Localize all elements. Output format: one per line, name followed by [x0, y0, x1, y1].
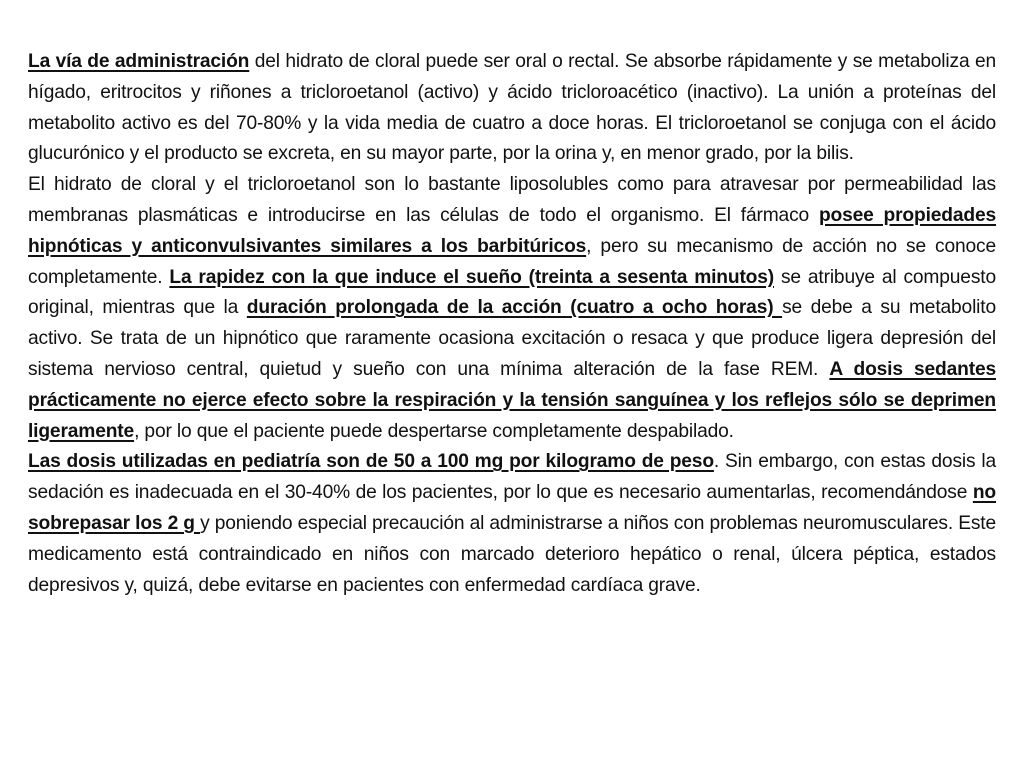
body-text: del hidrato de cloral puede ser oral o rectal. Se absorbe rápidamente y se metaboliza en hígado, eritrocitos y riñones a tricloroetanol (activo) y ácido tricloroacético (inactivo). La unión a proteínas del metabolito activo es del 70-80% y la vida media de cuatro a doce horas. El tricloroetanol se conjuga con el ácido glucurónico y el producto se excreta, en su mayor parte, por la orina y, en menor grado, por la bilis.: [28, 51, 997, 165]
body-text: se atribuye al compuesto original, mientras que la: [28, 266, 996, 319]
body-text: . Sin embargo, con estas dosis la sedación es inadecuada en el 30-40% de los pacientes, por lo que es necesario aumentarlas, recomendándose: [28, 451, 997, 504]
emphasis-text: La vía de administración: [28, 51, 250, 72]
paragraph-administration: [28, 47, 996, 170]
body-text: , por lo que el paciente puede despertarse completamente despabilado.: [134, 420, 734, 442]
body-text: El hidrato de cloral y el tricloroetanol son lo bastante liposolubles como para atravesar por permeabilidad las membranas plasmáticas e introducirse en las células de todo el organismo. El fármaco: [28, 174, 996, 226]
emphasis-text: La rapidez con la que induce el sueño (treinta a sesenta minutos): [169, 266, 775, 288]
emphasis-text: Las dosis utilizadas en pediatría son de 50 a 100 mg por kilogramo de peso: [28, 451, 714, 473]
emphasis-text: no sobrepasar los 2 g: [28, 482, 996, 534]
paragraph-pediatric-dosage: [28, 447, 996, 601]
body-text: se debe a su metabolito activo. Se trata de un hipnótico que raramente ocasiona excitación o resaca y que produce ligera depresión del sistema nervioso central, quietud y sueño con una mínima alteración de la fase REM.: [28, 297, 996, 380]
emphasis-text: A dosis sedantes prácticamente no ejerce efecto sobre la respiración y la tensión sanguínea y los reflejos sólo se deprimen ligeramente: [28, 358, 996, 442]
emphasis-text: posee propiedades hipnóticas y anticonvulsivantes similares a los barbitúricos: [28, 204, 996, 257]
body-text: y poniendo especial precaución al administrarse a niños con problemas neuromusculares. Este medicamento está contraindicado en niños con marcado deterioro hepático o renal, úlcera péptica, estados depresivos y, quizá, debe evitarse en pacientes con enfermedad cardíaca grave.: [28, 512, 996, 596]
paragraph-mechanism: [28, 170, 996, 447]
emphasis-text: duración prolongada de la acción (cuatro a ocho horas): [246, 297, 783, 319]
body-text: , pero su mecanismo de acción no se conoce completamente.: [28, 235, 997, 288]
